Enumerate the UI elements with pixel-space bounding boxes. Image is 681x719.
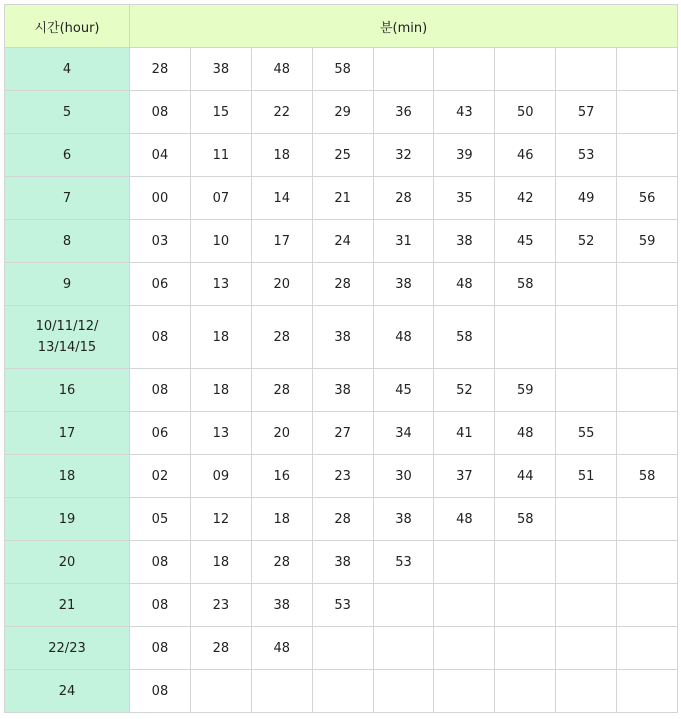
timetable-body bbox=[5, 48, 678, 713]
minute-cell: 18 bbox=[251, 498, 312, 541]
minute-cell bbox=[495, 627, 556, 670]
minute-cell: 48 bbox=[434, 263, 495, 306]
hour-cell: 19 bbox=[5, 498, 130, 541]
minute-cell: 48 bbox=[434, 498, 495, 541]
minute-cell: 58 bbox=[495, 498, 556, 541]
minute-cell: 03 bbox=[130, 220, 191, 263]
hour-cell: 24 bbox=[5, 670, 130, 713]
minute-cell: 41 bbox=[434, 412, 495, 455]
minute-cell bbox=[617, 584, 678, 627]
minute-cell bbox=[617, 670, 678, 713]
minute-cell: 27 bbox=[312, 412, 373, 455]
minute-cell: 57 bbox=[556, 91, 617, 134]
minute-cell: 12 bbox=[190, 498, 251, 541]
minute-cell: 04 bbox=[130, 134, 191, 177]
minute-cell bbox=[556, 369, 617, 412]
minute-cell: 48 bbox=[251, 627, 312, 670]
minute-cell: 31 bbox=[373, 220, 434, 263]
minute-cell: 38 bbox=[373, 263, 434, 306]
table-row bbox=[5, 455, 678, 498]
minute-cell bbox=[312, 670, 373, 713]
minute-cell: 53 bbox=[373, 541, 434, 584]
minute-cell bbox=[434, 584, 495, 627]
minute-cell bbox=[617, 412, 678, 455]
header-row bbox=[5, 5, 678, 48]
minute-cell: 38 bbox=[312, 541, 373, 584]
minute-cell: 36 bbox=[373, 91, 434, 134]
minute-cell: 38 bbox=[312, 306, 373, 369]
hour-cell: 21 bbox=[5, 584, 130, 627]
hour-cell: 7 bbox=[5, 177, 130, 220]
minute-cell: 58 bbox=[312, 48, 373, 91]
minute-cell: 38 bbox=[312, 369, 373, 412]
minute-cell: 38 bbox=[434, 220, 495, 263]
minute-cell bbox=[556, 627, 617, 670]
minute-cell bbox=[373, 584, 434, 627]
minute-cell: 58 bbox=[495, 263, 556, 306]
minute-cell: 52 bbox=[434, 369, 495, 412]
hour-cell: 6 bbox=[5, 134, 130, 177]
minute-cell: 10 bbox=[190, 220, 251, 263]
timetable bbox=[4, 4, 678, 713]
hour-cell: 18 bbox=[5, 455, 130, 498]
hour-cell: 9 bbox=[5, 263, 130, 306]
minute-cell bbox=[617, 134, 678, 177]
minute-cell: 44 bbox=[495, 455, 556, 498]
minute-cell bbox=[617, 306, 678, 369]
minute-cell bbox=[556, 48, 617, 91]
minute-cell: 38 bbox=[373, 498, 434, 541]
table-row bbox=[5, 369, 678, 412]
minute-cell bbox=[617, 48, 678, 91]
minute-cell: 28 bbox=[312, 498, 373, 541]
minute-cell bbox=[495, 541, 556, 584]
minute-cell: 28 bbox=[312, 263, 373, 306]
minute-cell: 48 bbox=[495, 412, 556, 455]
minute-cell: 22 bbox=[251, 91, 312, 134]
minute-cell bbox=[251, 670, 312, 713]
minute-cell: 18 bbox=[251, 134, 312, 177]
minute-cell: 08 bbox=[130, 541, 191, 584]
minute-cell: 50 bbox=[495, 91, 556, 134]
table-row bbox=[5, 412, 678, 455]
minute-cell: 08 bbox=[130, 627, 191, 670]
minute-cell bbox=[434, 541, 495, 584]
hour-cell: 10/11/12/ 13/14/15 bbox=[5, 306, 130, 369]
minute-cell bbox=[617, 498, 678, 541]
minute-cell bbox=[373, 627, 434, 670]
minute-cell: 18 bbox=[190, 369, 251, 412]
minute-cell: 15 bbox=[190, 91, 251, 134]
minute-cell: 59 bbox=[617, 220, 678, 263]
minute-cell: 25 bbox=[312, 134, 373, 177]
minute-cell: 08 bbox=[130, 306, 191, 369]
minute-cell: 30 bbox=[373, 455, 434, 498]
minute-cell: 13 bbox=[190, 412, 251, 455]
minute-cell bbox=[617, 369, 678, 412]
minute-cell: 32 bbox=[373, 134, 434, 177]
minute-cell: 29 bbox=[312, 91, 373, 134]
minute-cell: 46 bbox=[495, 134, 556, 177]
table-row bbox=[5, 627, 678, 670]
minute-cell bbox=[373, 670, 434, 713]
minute-cell: 23 bbox=[190, 584, 251, 627]
minute-cell: 28 bbox=[130, 48, 191, 91]
minute-cell bbox=[617, 91, 678, 134]
minute-cell bbox=[495, 584, 556, 627]
minute-cell: 28 bbox=[251, 369, 312, 412]
hour-cell: 5 bbox=[5, 91, 130, 134]
minute-cell bbox=[373, 48, 434, 91]
minute-cell: 35 bbox=[434, 177, 495, 220]
minute-cell: 20 bbox=[251, 412, 312, 455]
minute-cell: 55 bbox=[556, 412, 617, 455]
minute-cell: 58 bbox=[434, 306, 495, 369]
hour-cell: 17 bbox=[5, 412, 130, 455]
minute-cell bbox=[556, 670, 617, 713]
minute-cell: 08 bbox=[130, 670, 191, 713]
table-row bbox=[5, 134, 678, 177]
minute-cell: 37 bbox=[434, 455, 495, 498]
minute-cell: 07 bbox=[190, 177, 251, 220]
minute-cell: 48 bbox=[251, 48, 312, 91]
minute-cell: 43 bbox=[434, 91, 495, 134]
hour-cell: 20 bbox=[5, 541, 130, 584]
minute-cell: 24 bbox=[312, 220, 373, 263]
minute-cell: 52 bbox=[556, 220, 617, 263]
minute-cell bbox=[556, 584, 617, 627]
minute-cell bbox=[617, 263, 678, 306]
table-row bbox=[5, 48, 678, 91]
minute-cell: 08 bbox=[130, 584, 191, 627]
minute-cell bbox=[495, 306, 556, 369]
minute-cell bbox=[312, 627, 373, 670]
table-row bbox=[5, 220, 678, 263]
minute-cell: 00 bbox=[130, 177, 191, 220]
hour-cell: 8 bbox=[5, 220, 130, 263]
minute-cell: 18 bbox=[190, 541, 251, 584]
minute-cell: 45 bbox=[373, 369, 434, 412]
minute-cell: 42 bbox=[495, 177, 556, 220]
minute-cell: 17 bbox=[251, 220, 312, 263]
minute-cell: 08 bbox=[130, 91, 191, 134]
minute-cell: 53 bbox=[556, 134, 617, 177]
minute-cell bbox=[556, 541, 617, 584]
hour-header: 시간(hour) bbox=[5, 5, 130, 48]
minute-cell: 28 bbox=[373, 177, 434, 220]
minute-cell: 48 bbox=[373, 306, 434, 369]
minute-cell: 58 bbox=[617, 455, 678, 498]
hour-cell: 16 bbox=[5, 369, 130, 412]
table-row bbox=[5, 541, 678, 584]
minute-cell bbox=[556, 263, 617, 306]
minute-cell: 28 bbox=[251, 541, 312, 584]
minute-cell bbox=[190, 670, 251, 713]
minute-cell: 18 bbox=[190, 306, 251, 369]
minute-cell: 38 bbox=[251, 584, 312, 627]
table-row bbox=[5, 263, 678, 306]
minute-cell: 56 bbox=[617, 177, 678, 220]
minute-cell: 23 bbox=[312, 455, 373, 498]
table-row bbox=[5, 306, 678, 369]
minute-cell: 16 bbox=[251, 455, 312, 498]
minute-cell: 20 bbox=[251, 263, 312, 306]
minute-cell: 28 bbox=[251, 306, 312, 369]
minute-cell bbox=[434, 48, 495, 91]
minute-cell: 02 bbox=[130, 455, 191, 498]
minute-cell: 05 bbox=[130, 498, 191, 541]
minute-cell bbox=[617, 627, 678, 670]
minute-cell bbox=[434, 627, 495, 670]
hour-cell: 22/23 bbox=[5, 627, 130, 670]
minute-header: 분(min) bbox=[130, 5, 678, 48]
minute-cell: 53 bbox=[312, 584, 373, 627]
minute-cell: 45 bbox=[495, 220, 556, 263]
minute-cell bbox=[617, 541, 678, 584]
minute-cell bbox=[556, 498, 617, 541]
table-row bbox=[5, 670, 678, 713]
minute-cell: 08 bbox=[130, 369, 191, 412]
minute-cell: 06 bbox=[130, 412, 191, 455]
table-row bbox=[5, 91, 678, 134]
minute-cell: 09 bbox=[190, 455, 251, 498]
minute-cell: 59 bbox=[495, 369, 556, 412]
minute-cell: 28 bbox=[190, 627, 251, 670]
minute-cell: 34 bbox=[373, 412, 434, 455]
minute-cell: 49 bbox=[556, 177, 617, 220]
minute-cell: 06 bbox=[130, 263, 191, 306]
table-row bbox=[5, 177, 678, 220]
minute-cell bbox=[495, 48, 556, 91]
minute-cell: 21 bbox=[312, 177, 373, 220]
minute-cell bbox=[434, 670, 495, 713]
minute-cell: 11 bbox=[190, 134, 251, 177]
minute-cell: 39 bbox=[434, 134, 495, 177]
minute-cell: 38 bbox=[190, 48, 251, 91]
table-row bbox=[5, 584, 678, 627]
hour-cell: 4 bbox=[5, 48, 130, 91]
minute-cell: 51 bbox=[556, 455, 617, 498]
minute-cell bbox=[495, 670, 556, 713]
minute-cell: 14 bbox=[251, 177, 312, 220]
table-row bbox=[5, 498, 678, 541]
minute-cell bbox=[556, 306, 617, 369]
minute-cell: 13 bbox=[190, 263, 251, 306]
